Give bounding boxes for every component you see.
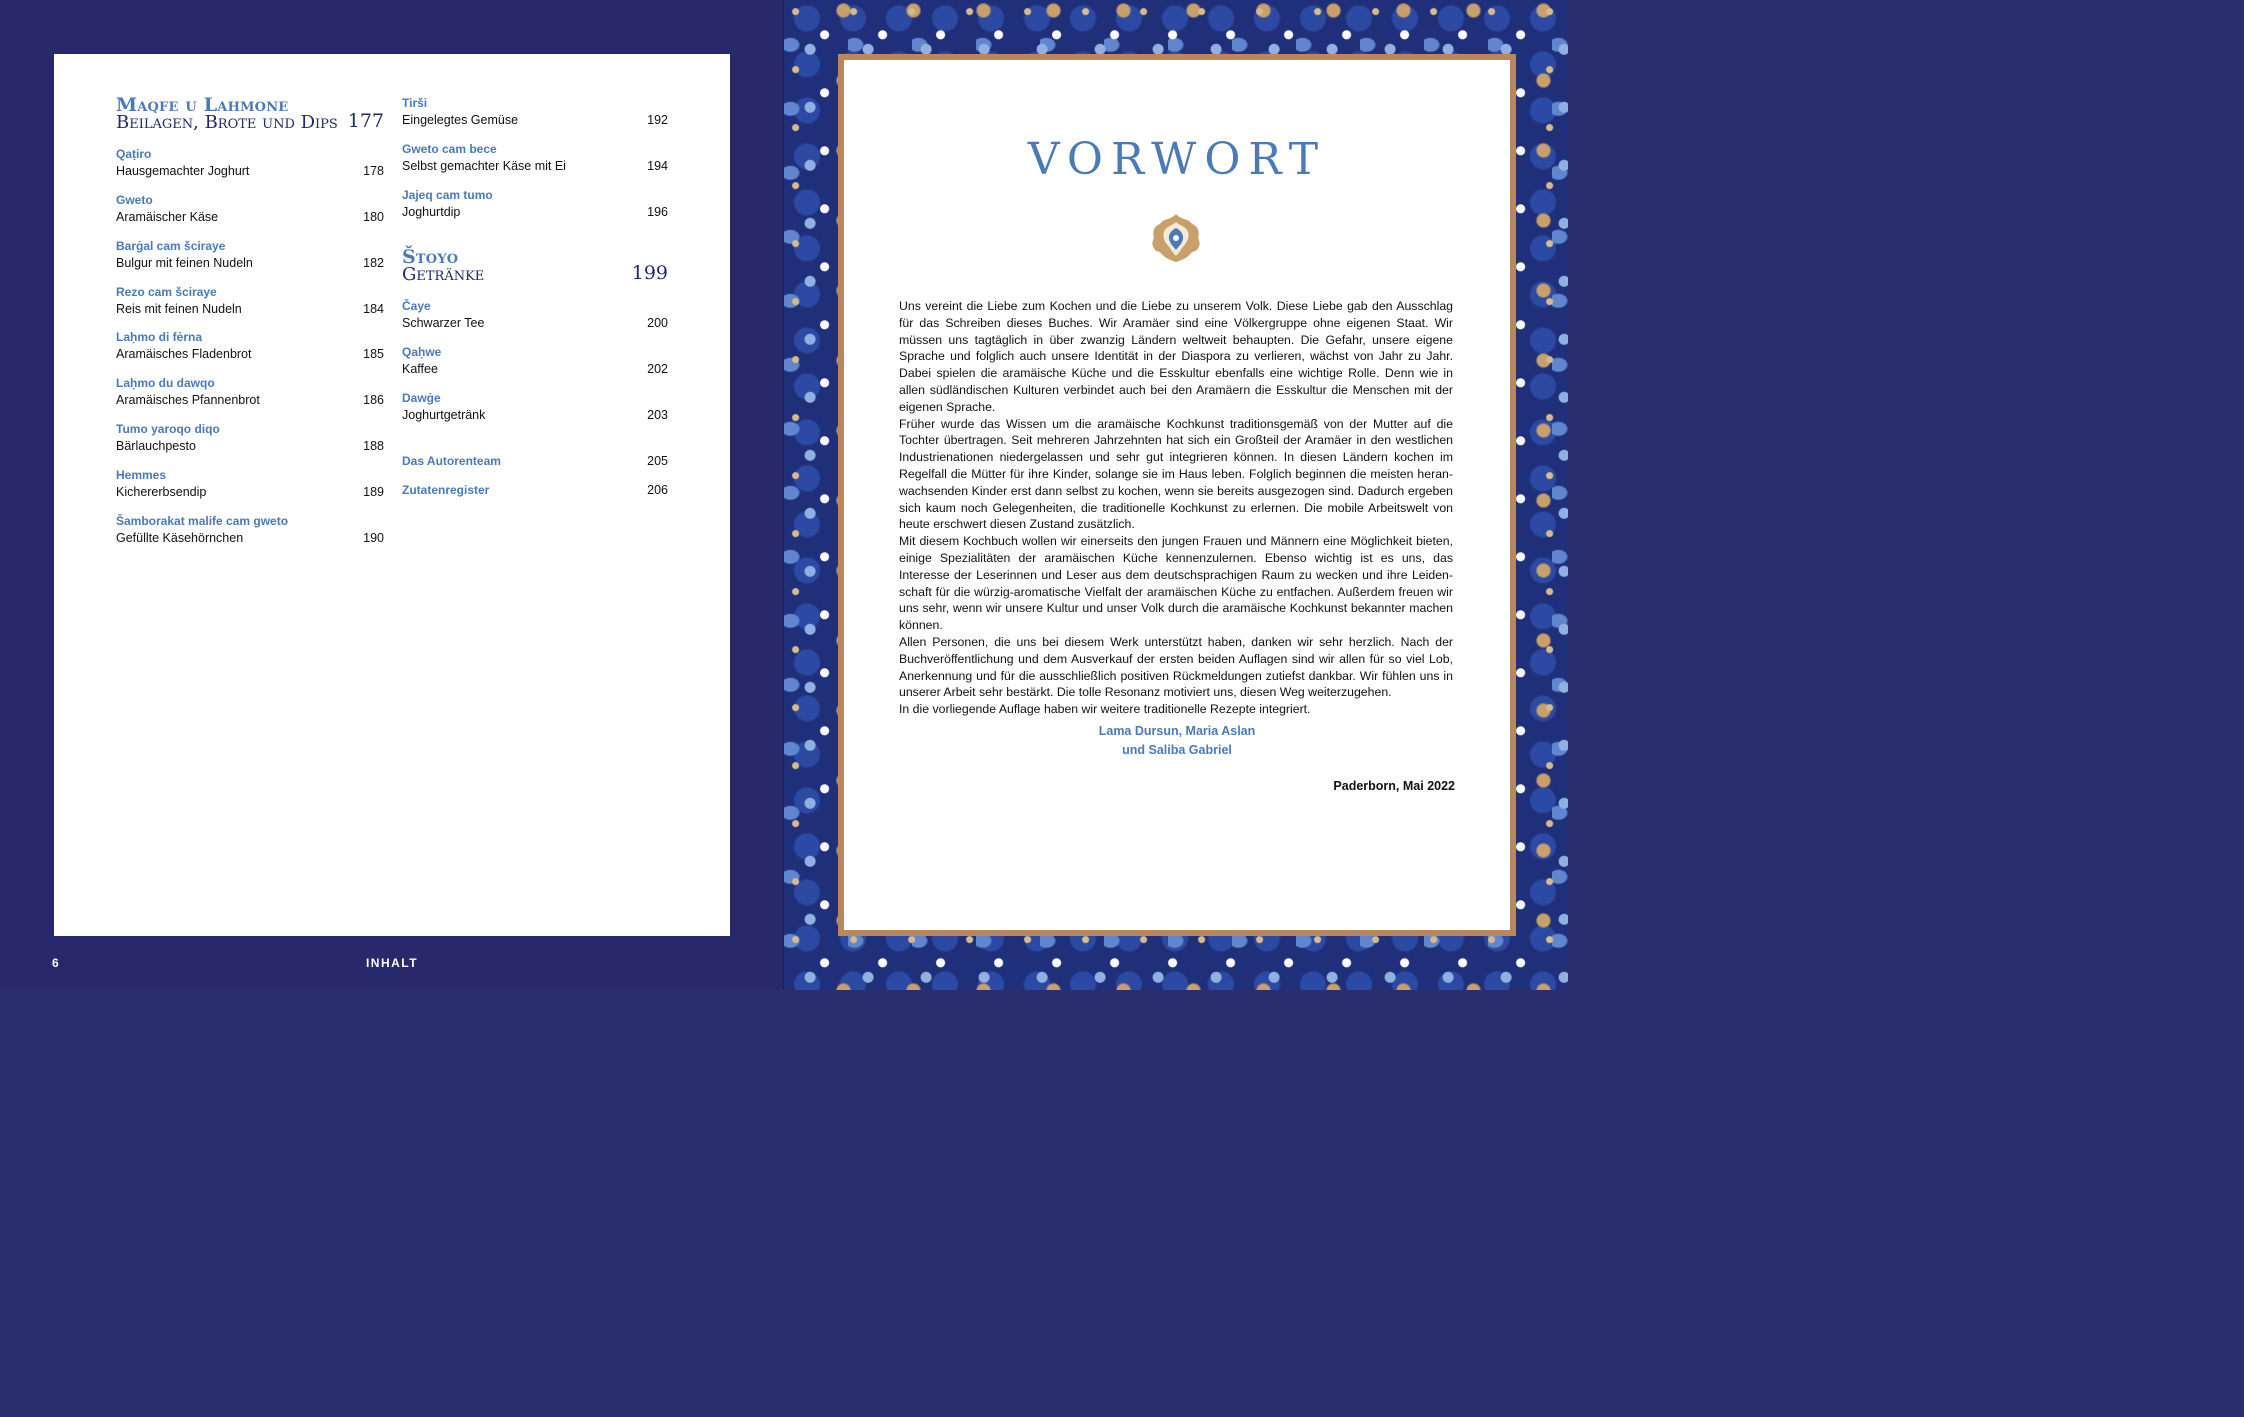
- toc-entry[interactable]: [402, 187, 668, 223]
- entry-german-title: Bärlauchpesto: [116, 439, 196, 453]
- paragraph: Mit diesem Kochbuch wollen wir einerseits den jungen Frauen und Männern eine Möglichkeit bieten, einige Spezialitäten der aramäischen Küche kennenzulernen. Ebenso wichtig ist es uns, das Interesse der Leserinnen und Leser aus dem deutschsprachigen Raum zu wecken und ihre Leidenschaft für die würzig-aromatische Vielfalt der aramäischen Küche zu entfachen. Außerdem freuen wir uns sehr, wenn wir unsere Kultur und unser Volk durch die aramäische Kochkunst bekannter machen können.: [899, 534, 1453, 633]
- section-title-aramaic: Maqfe u Lahmone: [116, 94, 289, 116]
- entry-german-title: Kaffee: [402, 362, 438, 376]
- entry-aramaic-title: Laḥmo di fėrna: [116, 330, 203, 344]
- entry-page-number: 202: [647, 362, 668, 376]
- toc-entry[interactable]: [402, 298, 668, 334]
- entry-page-number: 205: [647, 454, 668, 468]
- foreword-panel: [844, 60, 1510, 930]
- ornamental-frame: [838, 54, 1516, 936]
- entry-page-number: 196: [647, 205, 668, 219]
- table-of-contents: [54, 54, 730, 936]
- toc-entry[interactable]: [402, 344, 668, 380]
- entry-german-title: Aramäisches Fladenbrot: [116, 347, 252, 361]
- entry-german-title: Eingelegtes Gemüse: [402, 113, 519, 127]
- toc-entry[interactable]: [116, 192, 384, 228]
- toc-entry[interactable]: [116, 375, 384, 411]
- toc-entry[interactable]: [116, 329, 384, 365]
- section-title-german: Beilagen, Brote und Dips: [116, 112, 338, 133]
- running-footer: INHALT: [365, 956, 419, 970]
- entry-german-title: Kichererbsendip: [116, 485, 207, 499]
- paragraph: In die vorliegende Auflage haben wir weitere traditionelle Rezepte integriert.: [899, 702, 1311, 717]
- section-page-number: 199: [631, 262, 668, 284]
- section-page-number: 177: [347, 110, 384, 132]
- toc-entry[interactable]: [402, 141, 668, 177]
- entry-page-number: 194: [647, 159, 668, 173]
- entry-german-title: Aramäisches Pfannenbrot: [116, 393, 260, 407]
- section-title-aramaic: Štoyo: [402, 246, 459, 268]
- entry-aramaic-title: Dawġe: [402, 391, 441, 405]
- entry-page-number: 189: [363, 485, 384, 499]
- entry-aramaic-title: Šamborakat malife cam gweto: [116, 514, 289, 528]
- entry-aramaic-title: Jajeq cam tumo: [402, 188, 493, 202]
- entry-page-number: 185: [363, 347, 384, 361]
- entry-german-title: Joghurtgetränk: [402, 408, 486, 422]
- paragraph: Früher wurde das Wissen um die aramäische Kochkunst traditionsgemäß von der Mutter auf die Tochter übertragen. Seit mehreren Jahrzehnten hat sich ein Großteil der Aramäer in den westlichen Industrienationen niedergelassen und sehr gut integrieren können. In diesen Ländern kochen im Regelfall die Mütter für ihre Kinder, solange sie im Haus leben. Folglich beginnen die meisten heranwachsenden Kinder erst dann selbst zu kochen, wenn sie bereits ausgezogen sind. Dadurch ergeben sich kaum noch Gelegenheiten, die traditionelle Kochkunst zu erlernen. Die mobile Arbeitswelt von heute erschwert diesen Zustand zusätzlich.: [899, 416, 1453, 532]
- ornament-icon: [1148, 210, 1204, 266]
- entry-title: Zutatenregister: [402, 483, 490, 497]
- page-number: 6: [52, 956, 59, 970]
- entry-page-number: 203: [647, 408, 668, 422]
- entry-page-number: 186: [363, 393, 384, 407]
- entry-page-number: 182: [363, 256, 384, 270]
- toc-entry[interactable]: [402, 95, 668, 131]
- toc-entry[interactable]: [116, 284, 384, 320]
- toc-entry[interactable]: [402, 390, 668, 426]
- entry-page-number: 180: [363, 210, 384, 224]
- entry-german-title: Schwarzer Tee: [402, 316, 485, 330]
- place-date: Paderborn, Mai 2022: [1333, 779, 1455, 793]
- entry-page-number: 188: [363, 439, 384, 453]
- entry-aramaic-title: Tirši: [402, 96, 428, 110]
- right-page: [784, 0, 1568, 990]
- entry-german-title: Joghurtdip: [402, 205, 461, 219]
- entry-aramaic-title: Tumo yaroqo diqo: [116, 422, 220, 436]
- toc-entry[interactable]: [116, 238, 384, 274]
- authors-line: und Saliba Gabriel: [1122, 743, 1232, 757]
- entry-aramaic-title: Qaṭiro: [116, 147, 152, 161]
- entry-page-number: 200: [647, 316, 668, 330]
- authors-line: Lama Dursun, Maria Aslan: [1098, 724, 1256, 738]
- entry-german-title: Hausgemachter Joghurt: [116, 164, 250, 178]
- entry-aramaic-title: Rezo cam šciraye: [116, 285, 217, 299]
- entry-aramaic-title: Laḥmo du dawqo: [116, 376, 215, 390]
- section-title-german: Getränke: [402, 264, 485, 285]
- entry-german-title: Selbst gemachter Käse mit Ei: [402, 159, 566, 173]
- entry-aramaic-title: Gweto: [116, 193, 153, 207]
- entry-aramaic-title: Qaḥwe: [402, 345, 442, 359]
- entry-german-title: Gefüllte Käsehörnchen: [116, 531, 244, 545]
- entry-title: Das Autorenteam: [402, 454, 501, 468]
- entry-page-number: 192: [647, 113, 668, 127]
- toc-entry-authors[interactable]: [402, 452, 668, 470]
- page-title: VORWORT: [1027, 134, 1327, 185]
- entry-german-title: Bulgur mit feinen Nudeln: [116, 256, 253, 270]
- toc-entry[interactable]: [116, 146, 384, 182]
- entry-german-title: Reis mit feinen Nudeln: [116, 302, 242, 316]
- foreword-text: [899, 298, 1453, 718]
- toc-entry[interactable]: [116, 513, 384, 549]
- authors-signature: [844, 722, 1510, 760]
- toc-entry-index[interactable]: [402, 481, 668, 499]
- toc-entry[interactable]: [116, 421, 384, 457]
- paragraph: Allen Personen, die uns bei diesem Werk unterstützt haben, danken wir sehr herzlich. Nach der Buchveröffentlichung und dem Ausverkauf der ersten beiden Auflagen sind wir allen für so viel Lob, Anerkennung und für die ausschließlich positiven Rückmeldungen zutiefst dankbar. Wir fühlen uns in unserer Arbeit sehr bestärkt. Die tolle Resonanz motiviert uns, diesen Weg weiterzugehen.: [899, 634, 1453, 700]
- paragraph: Uns vereint die Liebe zum Kochen und die Liebe zu unserem Volk. Diese Liebe gab den Ausschlag für das Schreiben dieses Buches. Wir Aramäer sind eine Völkergruppe ohne eigenen Staat. Wir müssen uns tagtäglich in über zwanzig Ländern weltweit behaupten. Die Gefahr, unsere eigene Sprache und folglich auch unsere Identität in der Diaspora zu verlieren, wächst von Jahr zu Jahr. Dabei spielen die aramäische Küche und die Esskultur ebenfalls eine wichtige Rolle. Denn wie in allen südländischen Kulturen verbindet auch bei den Aramäern die Esskultur die Menschen mit der eigenen Sprache.: [899, 299, 1453, 414]
- toc-entry[interactable]: [116, 467, 384, 503]
- entry-page-number: 190: [363, 531, 384, 545]
- entry-page-number: 184: [363, 302, 384, 316]
- entry-page-number: 178: [363, 164, 384, 178]
- entry-aramaic-title: Barġal cam šciraye: [116, 239, 226, 253]
- entry-aramaic-title: Hemmes: [116, 468, 167, 482]
- entry-german-title: Aramäischer Käse: [116, 210, 219, 224]
- entry-aramaic-title: Čaye: [402, 299, 431, 313]
- toc-section-drinks[interactable]: [402, 248, 668, 284]
- toc-section-side-dishes[interactable]: [116, 96, 384, 132]
- entry-aramaic-title: Gweto cam bece: [402, 142, 497, 156]
- entry-page-number: 206: [647, 483, 668, 497]
- left-page: [0, 0, 784, 990]
